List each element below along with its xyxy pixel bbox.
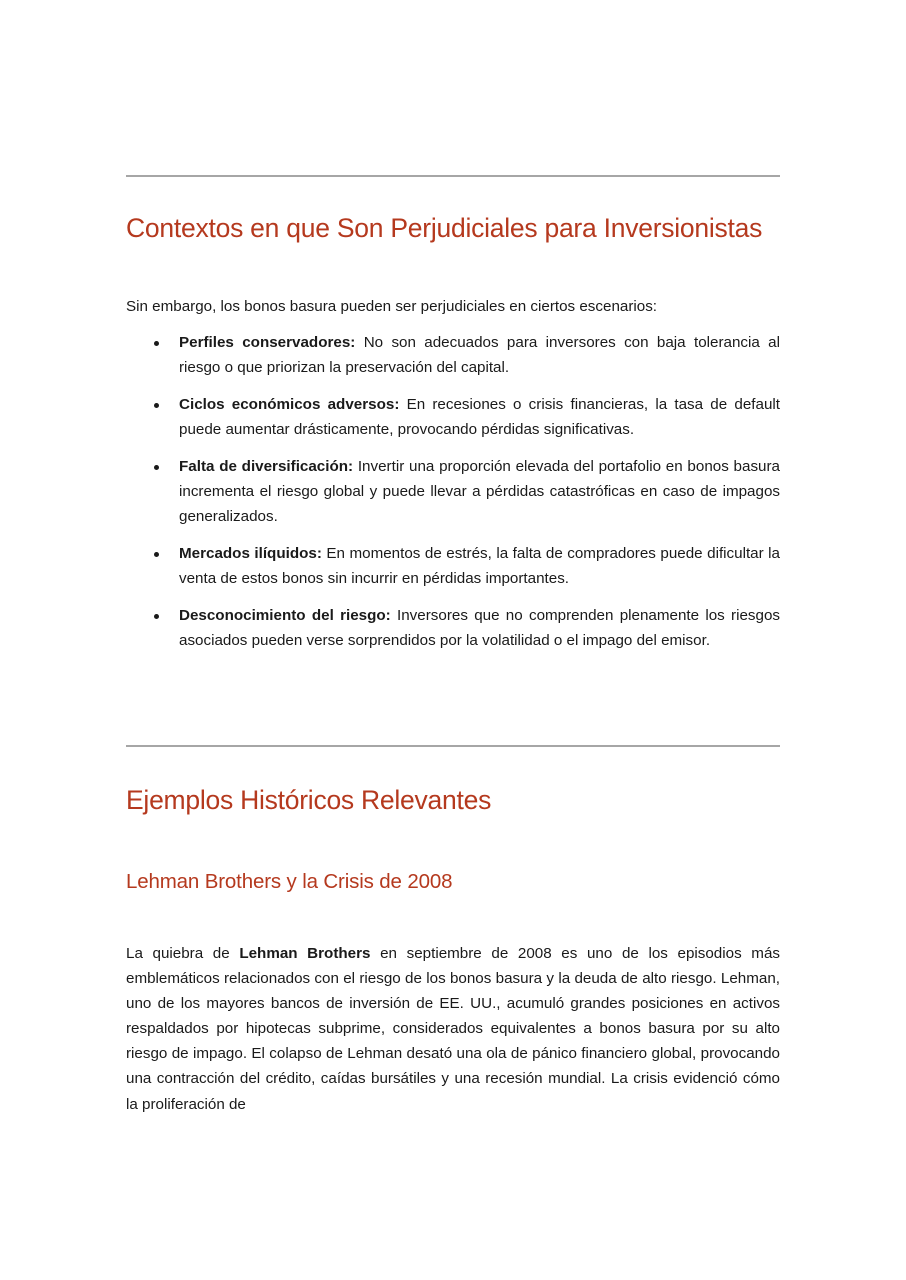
list-item [126,330,780,381]
paragraph-bold-text: Lehman Brothers [239,945,371,962]
item-label: Desconocimiento del riesgo: [179,606,391,624]
item-text: En momentos de estrés, la falta de compradores puede dificultar la venta de estos bonos sin incurrir en pérdidas importantes. [179,544,780,588]
item-label: Falta de diversificación: [179,457,354,475]
body-paragraph [126,941,780,1117]
bullet-icon [154,552,159,557]
section-heading: Ejemplos Históricos Relevantes [126,785,492,815]
bullet-icon [154,465,159,470]
item-text: Invertir una proporción elevada del portafolio en bonos basura incrementa el riesgo global y puede llevar a pérdidas catastróficas en caso de impagos generalizados. [179,457,780,526]
item-label: Mercados ilíquidos: [179,544,322,562]
item-text: En recesiones o crisis financieras, la tasa de default puede aumentar drásticamente, provocando pérdidas significativas. [179,395,781,439]
paragraph-text: en septiembre de 2008 es uno de los episodios más emblemáticos relacionados con el riesgo de los bonos basura y la deuda de alto riesgo. Lehman, uno de los mayores bancos de inversión de EE. UU., acumuló grandes posiciones en activos respaldados por hipotecas subprime, considerados equivalentes a bonos basura por su alto riesgo de impago. El colapso de Lehman desató una ola de pánico financiero global, provocando una contracción del crédito, caídas bursátiles y una recesión mundial. La crisis evidenció cómo la proliferación de [126,945,780,1113]
list-item [126,603,780,654]
bullet-icon [154,403,159,408]
subsection-heading: Lehman Brothers y la Crisis de 2008 [126,870,453,893]
list-item [126,454,780,530]
item-text: No son adecuados para inversores con baja tolerancia al riesgo o que priorizan la preservación del capital. [179,334,780,377]
item-text: Inversores que no comprenden plenamente los riesgos asociados pueden verse sorprendidos por la volatilidad o el impago del emisor. [179,606,780,650]
list-item [126,541,780,592]
section-divider [126,745,780,747]
section-divider [126,175,780,177]
bullet-list [126,330,780,665]
item-label: Perfiles conservadores: [179,334,356,351]
list-item [126,392,780,443]
section-heading: Contextos en que Son Perjudiciales para Inversionistas [126,213,763,243]
bullet-icon [154,614,159,619]
bullet-icon [154,341,159,346]
item-label: Ciclos económicos adversos: [179,395,400,413]
paragraph-text: La quiebra de [126,945,240,962]
intro-paragraph: Sin embargo, los bonos basura pueden ser perjudiciales en ciertos escenarios: [126,298,658,315]
